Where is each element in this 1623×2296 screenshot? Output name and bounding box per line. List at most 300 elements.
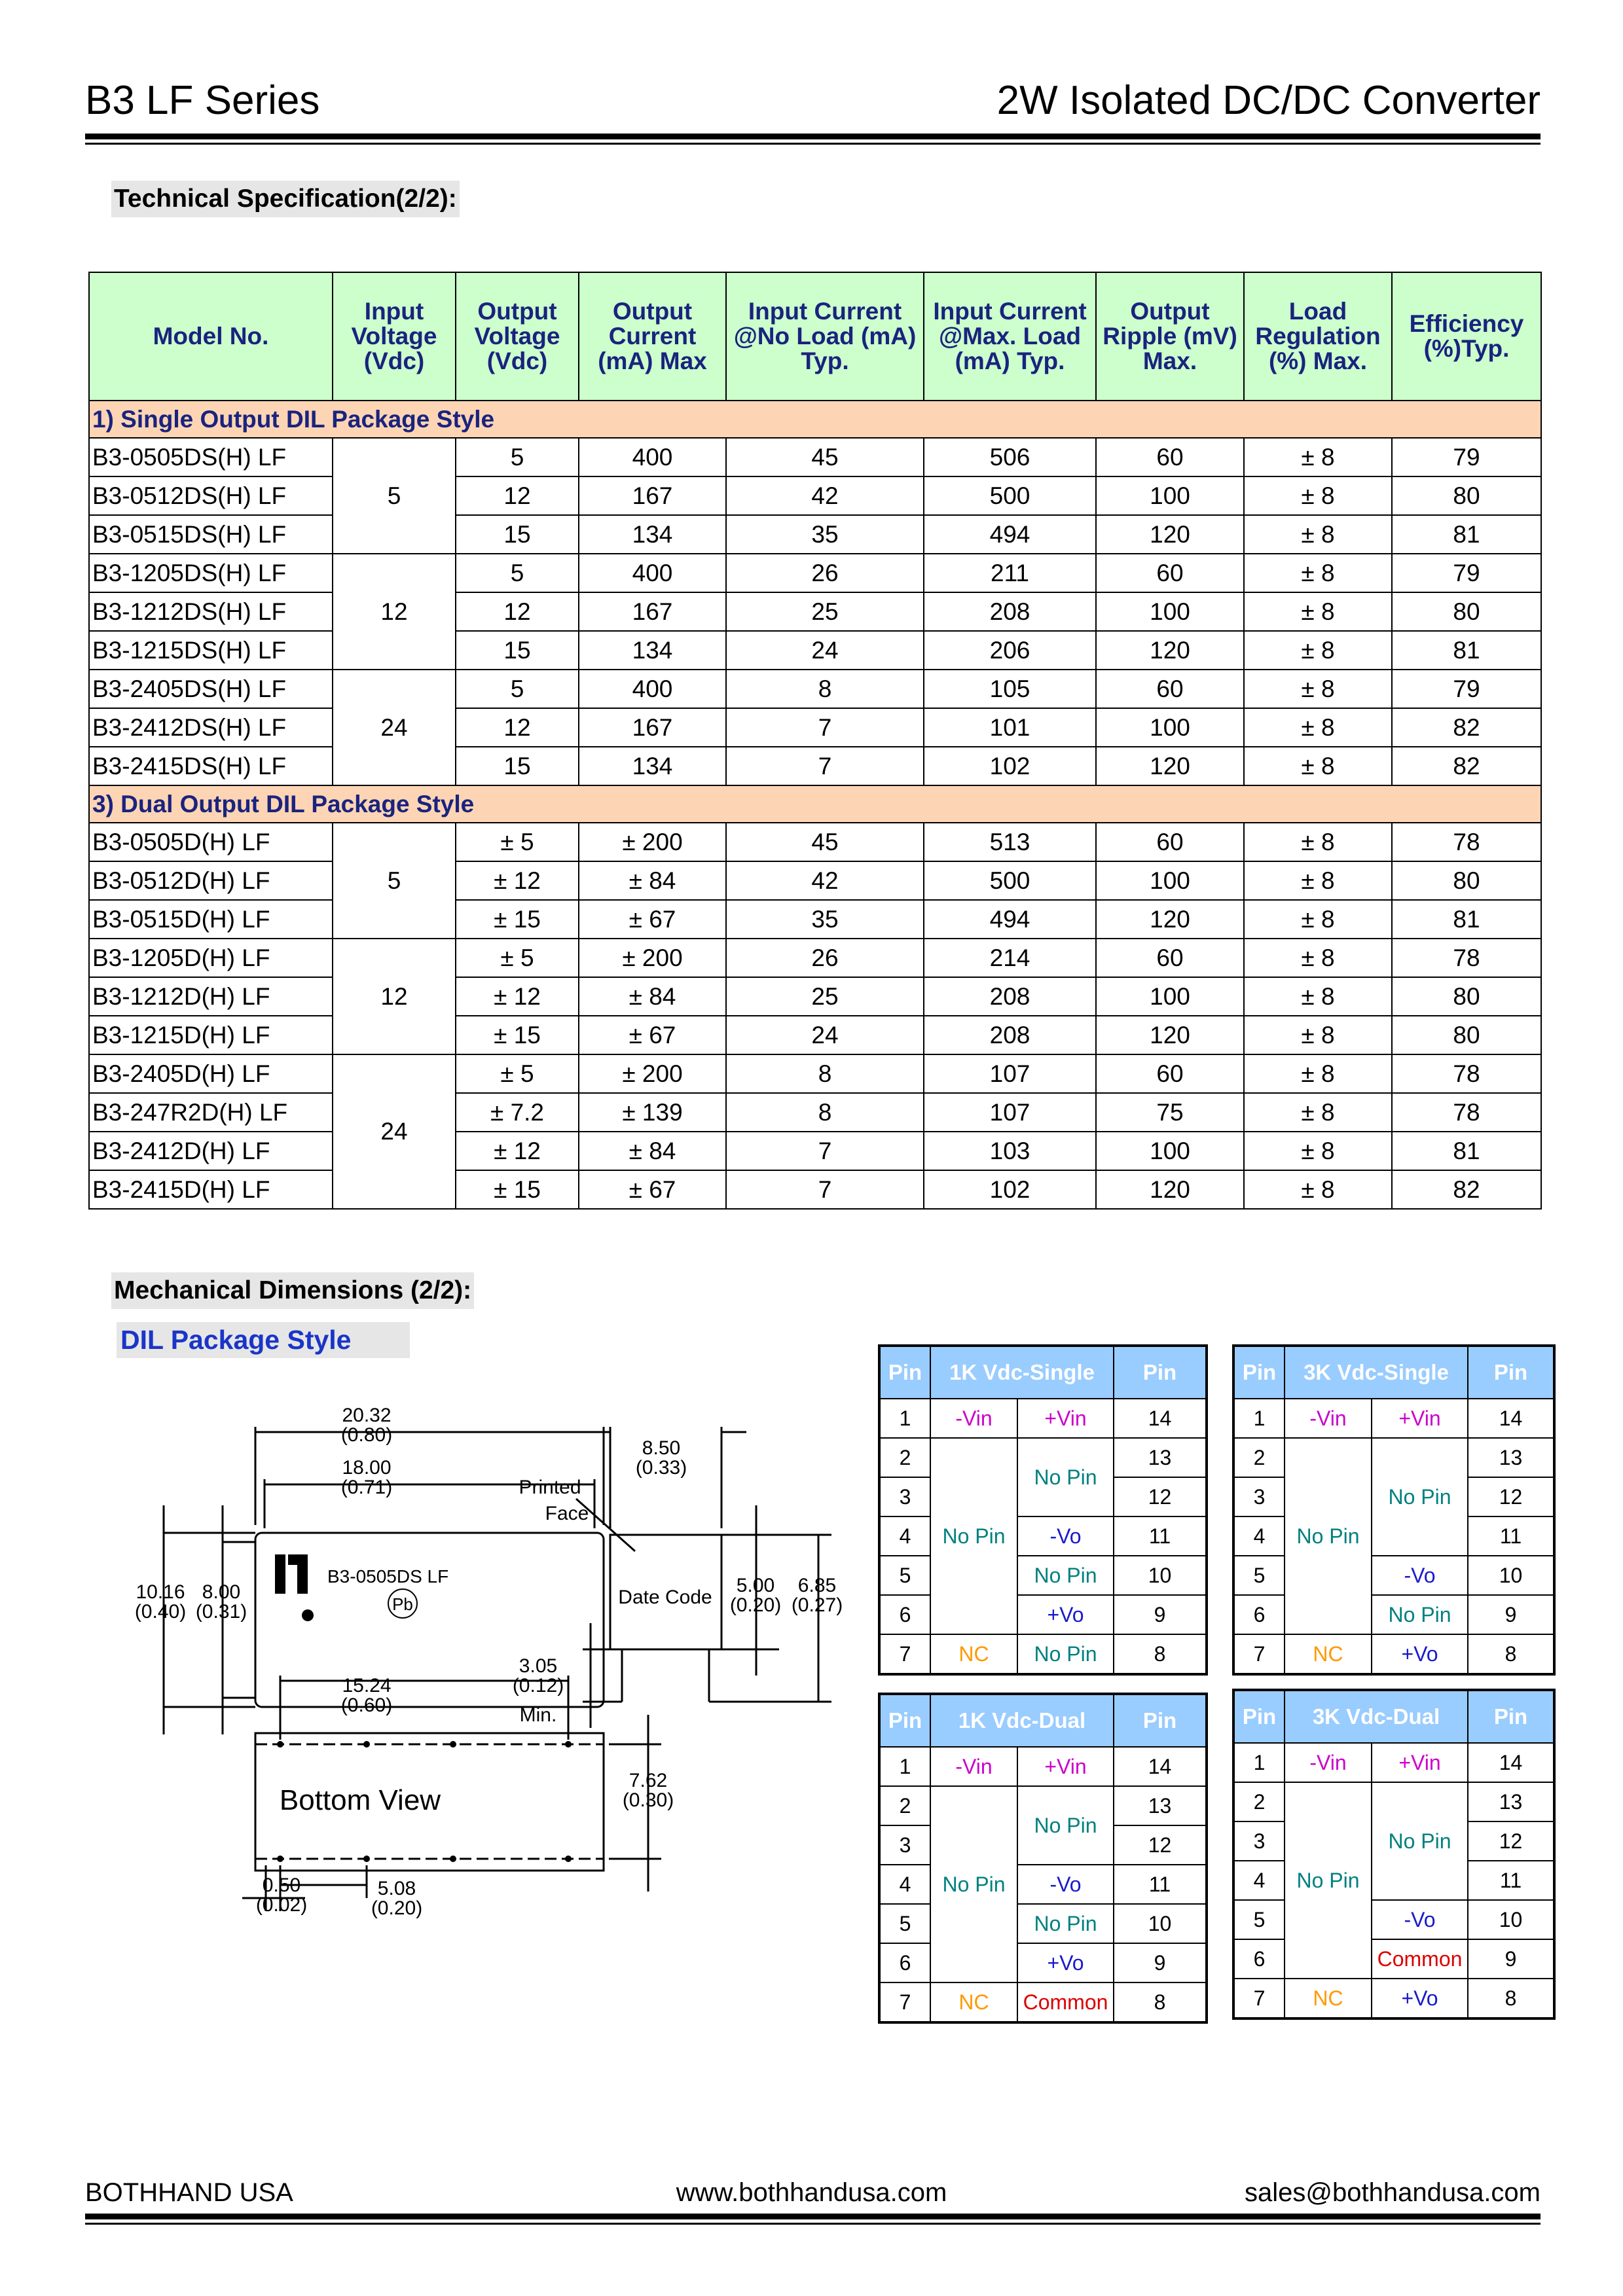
pin-table-title: 1K Vdc-Dual — [930, 1694, 1114, 1747]
ripple-cell: 100 — [1096, 977, 1244, 1016]
ripple-cell: 60 — [1096, 939, 1244, 977]
pin-function: No Pin — [1372, 1595, 1468, 1634]
pin-number: 1 — [879, 1399, 930, 1438]
pin-number: 7 — [1233, 1634, 1285, 1674]
pin-number: 10 — [1114, 1556, 1207, 1595]
input-current-noload-cell: 24 — [726, 1016, 924, 1054]
table-row — [89, 977, 1541, 1016]
input-voltage-cell: 5 — [333, 438, 456, 554]
table-row — [89, 515, 1541, 554]
pin1-marker-dot — [302, 1609, 314, 1621]
input-current-maxload-cell: 513 — [924, 823, 1096, 861]
output-voltage-cell: 5 — [456, 554, 579, 592]
dim-0-60: (0.60) — [340, 1695, 393, 1716]
ripple-cell: 60 — [1096, 823, 1244, 861]
col-output-current: Output Current (mA) Max — [579, 272, 726, 401]
efficiency-cell: 78 — [1392, 1054, 1541, 1093]
input-voltage-cell: 12 — [333, 939, 456, 1054]
dim-7-62: 7.62 — [629, 1770, 668, 1791]
group-title: 3) Dual Output DIL Package Style — [89, 785, 1541, 823]
pin-function: No Pin — [1017, 1438, 1114, 1516]
pin-number: 2 — [1233, 1782, 1285, 1821]
dim-3-05: 3.05 — [519, 1655, 558, 1677]
pin-number: 10 — [1468, 1900, 1554, 1939]
pin-number: 12 — [1468, 1477, 1554, 1516]
pin-function: +Vin — [1017, 1747, 1114, 1786]
part-label: B3-0505DS LF — [327, 1566, 449, 1587]
table-row — [89, 1132, 1541, 1170]
pin-number: 7 — [1233, 1979, 1285, 2018]
pin-function: Common — [1372, 1939, 1468, 1979]
output-current-cell: 400 — [579, 670, 726, 708]
pin-function: -Vo — [1017, 1516, 1114, 1556]
pin-number: 6 — [879, 1595, 930, 1634]
efficiency-cell: 80 — [1392, 1016, 1541, 1054]
pin-function: +Vo — [1017, 1595, 1114, 1634]
input-current-maxload-cell: 102 — [924, 1170, 1096, 1209]
input-current-noload-cell: 26 — [726, 554, 924, 592]
pin-number: 5 — [1233, 1556, 1285, 1595]
pin-function: NC — [930, 1982, 1017, 2022]
table-row — [89, 670, 1541, 708]
output-voltage-cell: 12 — [456, 476, 579, 515]
pin-number: 14 — [1114, 1747, 1207, 1786]
pin-number: 1 — [1233, 1399, 1285, 1438]
ripple-cell: 120 — [1096, 1016, 1244, 1054]
pin-number: 1 — [879, 1747, 930, 1786]
input-current-maxload-cell: 103 — [924, 1132, 1096, 1170]
pin-function: No Pin — [1017, 1786, 1114, 1865]
input-current-noload-cell: 42 — [726, 476, 924, 515]
col-efficiency: Efficiency (%)Typ. — [1392, 272, 1541, 401]
input-current-noload-cell: 42 — [726, 861, 924, 900]
model-cell: B3-2415D(H) LF — [89, 1170, 333, 1209]
regulation-cell: ± 8 — [1244, 708, 1392, 747]
output-voltage-cell: ± 12 — [456, 861, 579, 900]
pin-function: -Vo — [1017, 1865, 1114, 1904]
bottom-view-label: Bottom View — [279, 1784, 441, 1816]
model-cell: B3-0515D(H) LF — [89, 900, 333, 939]
ripple-cell: 60 — [1096, 1054, 1244, 1093]
pin-function: No Pin — [1017, 1904, 1114, 1943]
pin-number: 5 — [879, 1904, 930, 1943]
pin-number: 6 — [879, 1943, 930, 1982]
footer-rule — [85, 2214, 1541, 2219]
col-load-regulation: Load Regulation (%) Max. — [1244, 272, 1392, 401]
ripple-cell: 100 — [1096, 1132, 1244, 1170]
model-cell: B3-2405DS(H) LF — [89, 670, 333, 708]
dim-18-00: 18.00 — [342, 1457, 392, 1479]
input-voltage-cell: 5 — [333, 823, 456, 939]
pin-table-title: 3K Vdc-Dual — [1285, 1690, 1468, 1743]
model-cell: B3-2415DS(H) LF — [89, 747, 333, 785]
pin-number: 3 — [1233, 1477, 1285, 1516]
input-current-maxload-cell: 208 — [924, 977, 1096, 1016]
pin-number: 5 — [1233, 1900, 1285, 1939]
input-current-maxload-cell: 500 — [924, 861, 1096, 900]
input-voltage-cell: 24 — [333, 670, 456, 785]
pin-header-left: Pin — [1233, 1690, 1285, 1743]
spec-header-row — [89, 272, 1541, 401]
model-cell: B3-1205DS(H) LF — [89, 554, 333, 592]
dim-20-32: 20.32 — [342, 1405, 392, 1426]
pin-function: No Pin — [1285, 1438, 1372, 1634]
pin-number: 4 — [1233, 1516, 1285, 1556]
col-output-ripple: Output Ripple (mV) Max. — [1096, 272, 1244, 401]
dim-0-12: (0.12) — [512, 1675, 564, 1696]
input-voltage-cell: 24 — [333, 1054, 456, 1209]
pin-number: 3 — [879, 1477, 930, 1516]
regulation-cell: ± 8 — [1244, 823, 1392, 861]
pin-table-title: 1K Vdc-Single — [930, 1346, 1114, 1399]
pin-number: 13 — [1114, 1786, 1207, 1825]
pin-function: +Vin — [1372, 1743, 1468, 1782]
efficiency-cell: 81 — [1392, 631, 1541, 670]
output-current-cell: ± 84 — [579, 1132, 726, 1170]
efficiency-cell: 79 — [1392, 438, 1541, 476]
dim-8-50: 8.50 — [642, 1437, 681, 1459]
series-title: B3 LF Series — [85, 78, 320, 123]
pin-function: NC — [1285, 1979, 1372, 2018]
output-current-cell: ± 67 — [579, 900, 726, 939]
ripple-cell: 120 — [1096, 747, 1244, 785]
pin-number: 8 — [1468, 1634, 1554, 1674]
dim-10-16: 10.16 — [136, 1581, 185, 1603]
table-row — [89, 1170, 1541, 1209]
pin-number: 4 — [879, 1516, 930, 1556]
pin-number: 10 — [1468, 1556, 1554, 1595]
model-cell: B3-0505D(H) LF — [89, 823, 333, 861]
ripple-cell: 120 — [1096, 515, 1244, 554]
efficiency-cell: 81 — [1392, 515, 1541, 554]
pin-number: 11 — [1114, 1516, 1207, 1556]
dim-15-24: 15.24 — [342, 1675, 392, 1696]
date-code-label: Date Code — [618, 1587, 712, 1608]
header-rule — [85, 134, 1541, 139]
ripple-cell: 60 — [1096, 670, 1244, 708]
efficiency-cell: 78 — [1392, 823, 1541, 861]
output-current-cell: 400 — [579, 438, 726, 476]
output-voltage-cell: ± 5 — [456, 939, 579, 977]
output-voltage-cell: ± 15 — [456, 1016, 579, 1054]
output-current-cell: 134 — [579, 631, 726, 670]
table-row — [89, 939, 1541, 977]
regulation-cell: ± 8 — [1244, 670, 1392, 708]
efficiency-cell: 80 — [1392, 476, 1541, 515]
efficiency-cell: 82 — [1392, 708, 1541, 747]
dim-0-33: (0.33) — [635, 1457, 687, 1479]
model-cell: B3-1212DS(H) LF — [89, 592, 333, 631]
output-current-cell: 134 — [579, 515, 726, 554]
input-current-noload-cell: 26 — [726, 939, 924, 977]
footer-website[interactable]: www.bothhandusa.com — [676, 2178, 947, 2207]
output-current-cell: ± 84 — [579, 977, 726, 1016]
input-current-maxload-cell: 506 — [924, 438, 1096, 476]
pin-number: 14 — [1468, 1399, 1554, 1438]
output-current-cell: ± 84 — [579, 861, 726, 900]
efficiency-cell: 81 — [1392, 900, 1541, 939]
output-current-cell: 400 — [579, 554, 726, 592]
output-voltage-cell: 5 — [456, 438, 579, 476]
table-row — [89, 438, 1541, 476]
output-voltage-cell: 12 — [456, 708, 579, 747]
pin-function: -Vin — [1285, 1399, 1372, 1438]
input-current-noload-cell: 25 — [726, 977, 924, 1016]
ripple-cell: 100 — [1096, 861, 1244, 900]
input-current-noload-cell: 35 — [726, 515, 924, 554]
pin-function: No Pin — [1285, 1782, 1372, 1979]
pin-number: 12 — [1114, 1825, 1207, 1865]
regulation-cell: ± 8 — [1244, 438, 1392, 476]
output-voltage-cell: ± 15 — [456, 1170, 579, 1209]
efficiency-cell: 82 — [1392, 1170, 1541, 1209]
pin-number: 6 — [1233, 1939, 1285, 1979]
input-current-noload-cell: 7 — [726, 1170, 924, 1209]
efficiency-cell: 80 — [1392, 977, 1541, 1016]
pin-number: 14 — [1114, 1399, 1207, 1438]
pin-function: NC — [930, 1634, 1017, 1674]
dim-0-30: (0.30) — [622, 1789, 674, 1811]
input-current-noload-cell: 7 — [726, 1132, 924, 1170]
ripple-cell: 100 — [1096, 476, 1244, 515]
product-title: 2W Isolated DC/DC Converter — [996, 78, 1541, 123]
pin-function: -Vo — [1372, 1900, 1468, 1939]
model-cell: B3-0512D(H) LF — [89, 861, 333, 900]
output-current-cell: 167 — [579, 708, 726, 747]
output-voltage-cell: ± 5 — [456, 1054, 579, 1093]
model-cell: B3-247R2D(H) LF — [89, 1093, 333, 1132]
pin-header-right: Pin — [1468, 1346, 1554, 1399]
input-current-maxload-cell: 208 — [924, 592, 1096, 631]
efficiency-cell: 79 — [1392, 670, 1541, 708]
input-current-maxload-cell: 105 — [924, 670, 1096, 708]
model-cell: B3-0515DS(H) LF — [89, 515, 333, 554]
efficiency-cell: 80 — [1392, 861, 1541, 900]
input-current-maxload-cell: 102 — [924, 747, 1096, 785]
dim-5-00: 5.00 — [736, 1575, 775, 1596]
pin-number: 3 — [1233, 1821, 1285, 1861]
table-row — [89, 1054, 1541, 1093]
regulation-cell: ± 8 — [1244, 631, 1392, 670]
model-cell: B3-2405D(H) LF — [89, 1054, 333, 1093]
pin-number: 2 — [879, 1786, 930, 1825]
ripple-cell: 120 — [1096, 631, 1244, 670]
footer-rule-thin — [85, 2223, 1541, 2225]
pin-number: 9 — [1114, 1595, 1207, 1634]
pin-function: No Pin — [1372, 1782, 1468, 1900]
table-row — [89, 861, 1541, 900]
regulation-cell: ± 8 — [1244, 1170, 1392, 1209]
efficiency-cell: 78 — [1392, 939, 1541, 977]
pb-text: Pb — [392, 1594, 413, 1614]
col-input-voltage: Input Voltage (Vdc) — [333, 272, 456, 401]
model-cell: B3-2412D(H) LF — [89, 1132, 333, 1170]
dim-0-31: (0.31) — [195, 1601, 247, 1623]
ripple-cell: 60 — [1096, 554, 1244, 592]
package-style-label: DIL Package Style — [117, 1322, 410, 1358]
pin-table-3k-single — [1232, 1344, 1556, 1676]
pin-number: 11 — [1114, 1865, 1207, 1904]
pin-number: 4 — [879, 1865, 930, 1904]
output-current-cell: ± 139 — [579, 1093, 726, 1132]
dim-0-50: 0.50 — [262, 1874, 301, 1896]
efficiency-cell: 80 — [1392, 592, 1541, 631]
table-row — [89, 1016, 1541, 1054]
dim-6-85: 6.85 — [797, 1575, 837, 1596]
regulation-cell: ± 8 — [1244, 592, 1392, 631]
table-row — [89, 708, 1541, 747]
input-current-maxload-cell: 107 — [924, 1054, 1096, 1093]
input-current-maxload-cell: 208 — [924, 1016, 1096, 1054]
input-current-noload-cell: 24 — [726, 631, 924, 670]
dim-0-20b: (0.20) — [371, 1897, 423, 1919]
table-row — [89, 823, 1541, 861]
output-voltage-cell: ± 15 — [456, 900, 579, 939]
pin-function: NC — [1285, 1634, 1372, 1674]
pin-number: 10 — [1114, 1904, 1207, 1943]
input-voltage-cell: 12 — [333, 554, 456, 670]
col-model: Model No. — [89, 272, 333, 401]
pin-number: 13 — [1468, 1782, 1554, 1821]
output-current-cell: ± 200 — [579, 823, 726, 861]
pin-function: No Pin — [1017, 1556, 1114, 1595]
regulation-cell: ± 8 — [1244, 1016, 1392, 1054]
regulation-cell: ± 8 — [1244, 476, 1392, 515]
table-row — [89, 900, 1541, 939]
pin-number: 8 — [1468, 1979, 1554, 2018]
pin-function: No Pin — [930, 1786, 1017, 1982]
pin-header-left: Pin — [879, 1694, 930, 1747]
input-current-maxload-cell: 214 — [924, 939, 1096, 977]
printed-label: Printed — [519, 1477, 581, 1498]
pin-number: 4 — [1233, 1861, 1285, 1900]
pin-number: 13 — [1114, 1438, 1207, 1477]
efficiency-cell: 79 — [1392, 554, 1541, 592]
col-input-current-maxload: Input Current @Max. Load (mA) Typ. — [924, 272, 1096, 401]
model-cell: B3-0505DS(H) LF — [89, 438, 333, 476]
dim-0-40: (0.40) — [134, 1601, 187, 1623]
footer-email[interactable]: sales@bothhandusa.com — [1245, 2178, 1541, 2207]
face-label: Face — [545, 1503, 589, 1524]
min-label: Min. — [519, 1704, 557, 1726]
pin-table-1k-dual — [878, 1693, 1208, 2024]
output-voltage-cell: ± 7.2 — [456, 1093, 579, 1132]
output-voltage-cell: 15 — [456, 515, 579, 554]
model-cell: B3-1212D(H) LF — [89, 977, 333, 1016]
efficiency-cell: 78 — [1392, 1093, 1541, 1132]
pin-number: 14 — [1468, 1743, 1554, 1782]
regulation-cell: ± 8 — [1244, 1093, 1392, 1132]
output-voltage-cell: 5 — [456, 670, 579, 708]
dim-0-20a: (0.20) — [729, 1594, 782, 1616]
efficiency-cell: 82 — [1392, 747, 1541, 785]
header-rule-thin — [85, 143, 1541, 145]
pin-function: +Vin — [1372, 1399, 1468, 1438]
pin-number: 3 — [879, 1825, 930, 1865]
pin-function: No Pin — [1017, 1634, 1114, 1674]
pin-header-right: Pin — [1114, 1694, 1207, 1747]
pin-function: +Vin — [1017, 1399, 1114, 1438]
pin-number: 12 — [1468, 1821, 1554, 1861]
table-row — [89, 747, 1541, 785]
input-current-maxload-cell: 494 — [924, 900, 1096, 939]
table-row — [89, 554, 1541, 592]
pin-function: -Vo — [1372, 1556, 1468, 1595]
dim-0-71: (0.71) — [340, 1477, 393, 1498]
table-row — [89, 631, 1541, 670]
table-row — [89, 476, 1541, 515]
dim-8-00: 8.00 — [202, 1581, 241, 1603]
input-current-noload-cell: 25 — [726, 592, 924, 631]
pin-function: -Vin — [1285, 1743, 1372, 1782]
model-cell: B3-1205D(H) LF — [89, 939, 333, 977]
output-current-cell: 167 — [579, 592, 726, 631]
pin-function: -Vin — [930, 1747, 1017, 1786]
ripple-cell: 100 — [1096, 708, 1244, 747]
output-voltage-cell: ± 12 — [456, 977, 579, 1016]
mechanical-drawing — [124, 1388, 858, 1937]
pin-number: 9 — [1468, 1939, 1554, 1979]
pin-header-right: Pin — [1468, 1690, 1554, 1743]
mechanical-heading: Mechanical Dimensions (2/2): — [111, 1272, 474, 1309]
input-current-maxload-cell: 500 — [924, 476, 1096, 515]
regulation-cell: ± 8 — [1244, 1054, 1392, 1093]
output-voltage-cell: ± 5 — [456, 823, 579, 861]
pin-function: +Vo — [1372, 1634, 1468, 1674]
input-current-noload-cell: 8 — [726, 670, 924, 708]
pin-table-1k-single — [878, 1344, 1208, 1676]
regulation-cell: ± 8 — [1244, 1132, 1392, 1170]
input-current-maxload-cell: 206 — [924, 631, 1096, 670]
input-current-noload-cell: 8 — [726, 1054, 924, 1093]
dim-0-27: (0.27) — [791, 1594, 843, 1616]
output-voltage-cell: 15 — [456, 747, 579, 785]
pin-number: 2 — [879, 1438, 930, 1477]
col-output-voltage: Output Voltage (Vdc) — [456, 272, 579, 401]
pin-number: 8 — [1114, 1982, 1207, 2022]
pin-number: 8 — [1114, 1634, 1207, 1674]
input-current-noload-cell: 7 — [726, 747, 924, 785]
pin-header-right: Pin — [1114, 1346, 1207, 1399]
input-current-maxload-cell: 211 — [924, 554, 1096, 592]
table-row — [89, 1093, 1541, 1132]
pin-header-left: Pin — [879, 1346, 930, 1399]
regulation-cell: ± 8 — [1244, 861, 1392, 900]
regulation-cell: ± 8 — [1244, 747, 1392, 785]
output-current-cell: ± 67 — [579, 1170, 726, 1209]
regulation-cell: ± 8 — [1244, 515, 1392, 554]
ripple-cell: 60 — [1096, 438, 1244, 476]
technical-spec-heading: Technical Specification(2/2): — [111, 181, 460, 217]
logo-mark — [275, 1554, 308, 1594]
output-current-cell: ± 200 — [579, 939, 726, 977]
regulation-cell: ± 8 — [1244, 977, 1392, 1016]
table-row — [89, 592, 1541, 631]
dim-0-80: (0.80) — [340, 1424, 393, 1446]
pin-function: No Pin — [1372, 1438, 1468, 1556]
pin-function: Common — [1017, 1982, 1114, 2022]
input-current-noload-cell: 45 — [726, 438, 924, 476]
pin-function: -Vin — [930, 1399, 1017, 1438]
pin-header-left: Pin — [1233, 1346, 1285, 1399]
model-cell: B3-1215DS(H) LF — [89, 631, 333, 670]
output-current-cell: ± 67 — [579, 1016, 726, 1054]
footer-company: BOTHHAND USA — [85, 2178, 293, 2207]
output-current-cell: ± 200 — [579, 1054, 726, 1093]
pin-number: 2 — [1233, 1438, 1285, 1477]
model-cell: B3-2412DS(H) LF — [89, 708, 333, 747]
output-voltage-cell: 12 — [456, 592, 579, 631]
